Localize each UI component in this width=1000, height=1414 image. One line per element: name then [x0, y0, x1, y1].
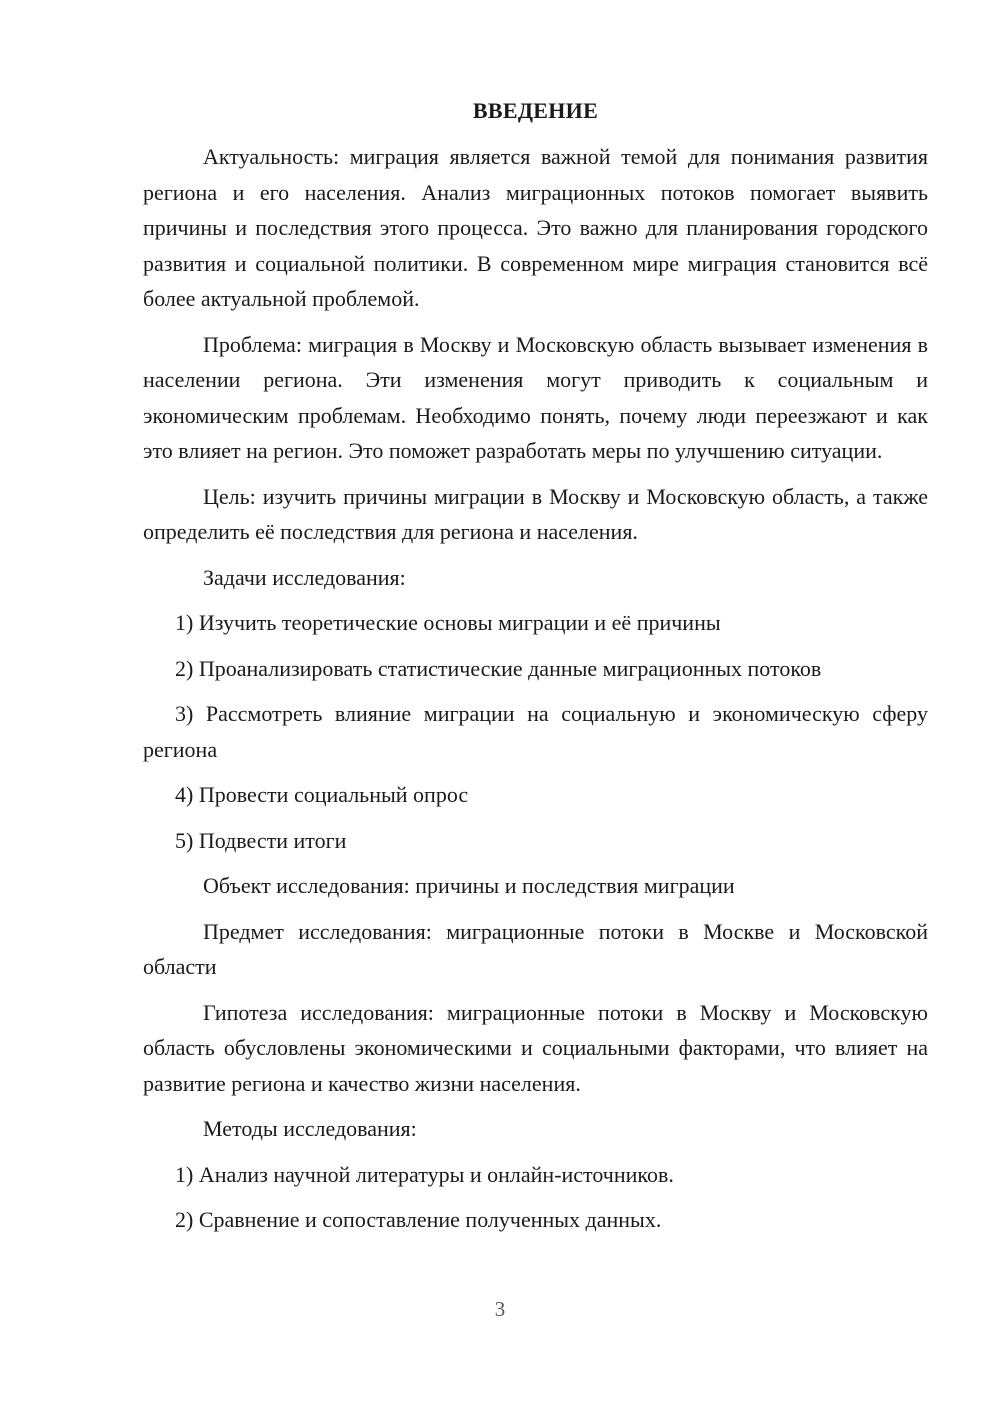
hypothesis-paragraph: Гипотеза исследования: миграционные потоки в Москву и Московскую область обусловлены экономическими и социальными факторами, что влияет на развитие региона и качество жизни населения. — [143, 999, 928, 1096]
goal-paragraph: Цель: изучить причины миграции в Москву и Московскую область, а также определить её последствия для региона и населения. — [143, 483, 928, 544]
page-title: ВВЕДЕНИЕ — [472, 98, 599, 123]
task-item: 1) Изучить теоретические основы миграции и её причины — [175, 610, 721, 635]
task-item: 2) Проанализировать статистические данные миграционных потоков — [175, 655, 822, 681]
tasks-heading: Задачи исследования: — [203, 564, 406, 590]
task-item: 3) Рассмотреть влияние миграции на социальную и экономическую сферу региона — [143, 701, 928, 762]
subject-paragraph: Предмет исследования: миграционные потоки в Москве и Московской области — [143, 918, 928, 979]
problem-paragraph: Проблема: миграция в Москву и Московскую область вызывает изменения в населении региона. Эти изменения могут приводить к социальным и экономическим проблемам. Необходимо понять, почему люди переезжают и как это влияет на регион. Это поможет разработать меры по улучшению ситуации. — [143, 331, 928, 463]
document-page — [143, 96, 928, 1248]
methods-heading: Методы исследования: — [203, 1116, 417, 1141]
method-item: 1) Анализ научной литературы и онлайн-источников. — [175, 1161, 674, 1187]
task-item: 4) Провести социальный опрос — [175, 782, 469, 807]
method-item: 2) Сравнение и сопоставление полученных данных. — [175, 1207, 662, 1232]
object-paragraph: Объект исследования: причины и последствия миграции — [203, 873, 735, 898]
page-number: 3 — [494, 1297, 506, 1321]
task-item: 5) Подвести итоги — [175, 827, 347, 853]
relevance-paragraph: Актуальность: миграция является важной темой для понимания развития региона и его населения. Анализ миграционных потоков помогает выявить причины и последствия этого процесса. Это важно для планирования городского развития и социальной политики. В современном мире миграция становится всё более актуальной проблемой. — [143, 144, 928, 311]
